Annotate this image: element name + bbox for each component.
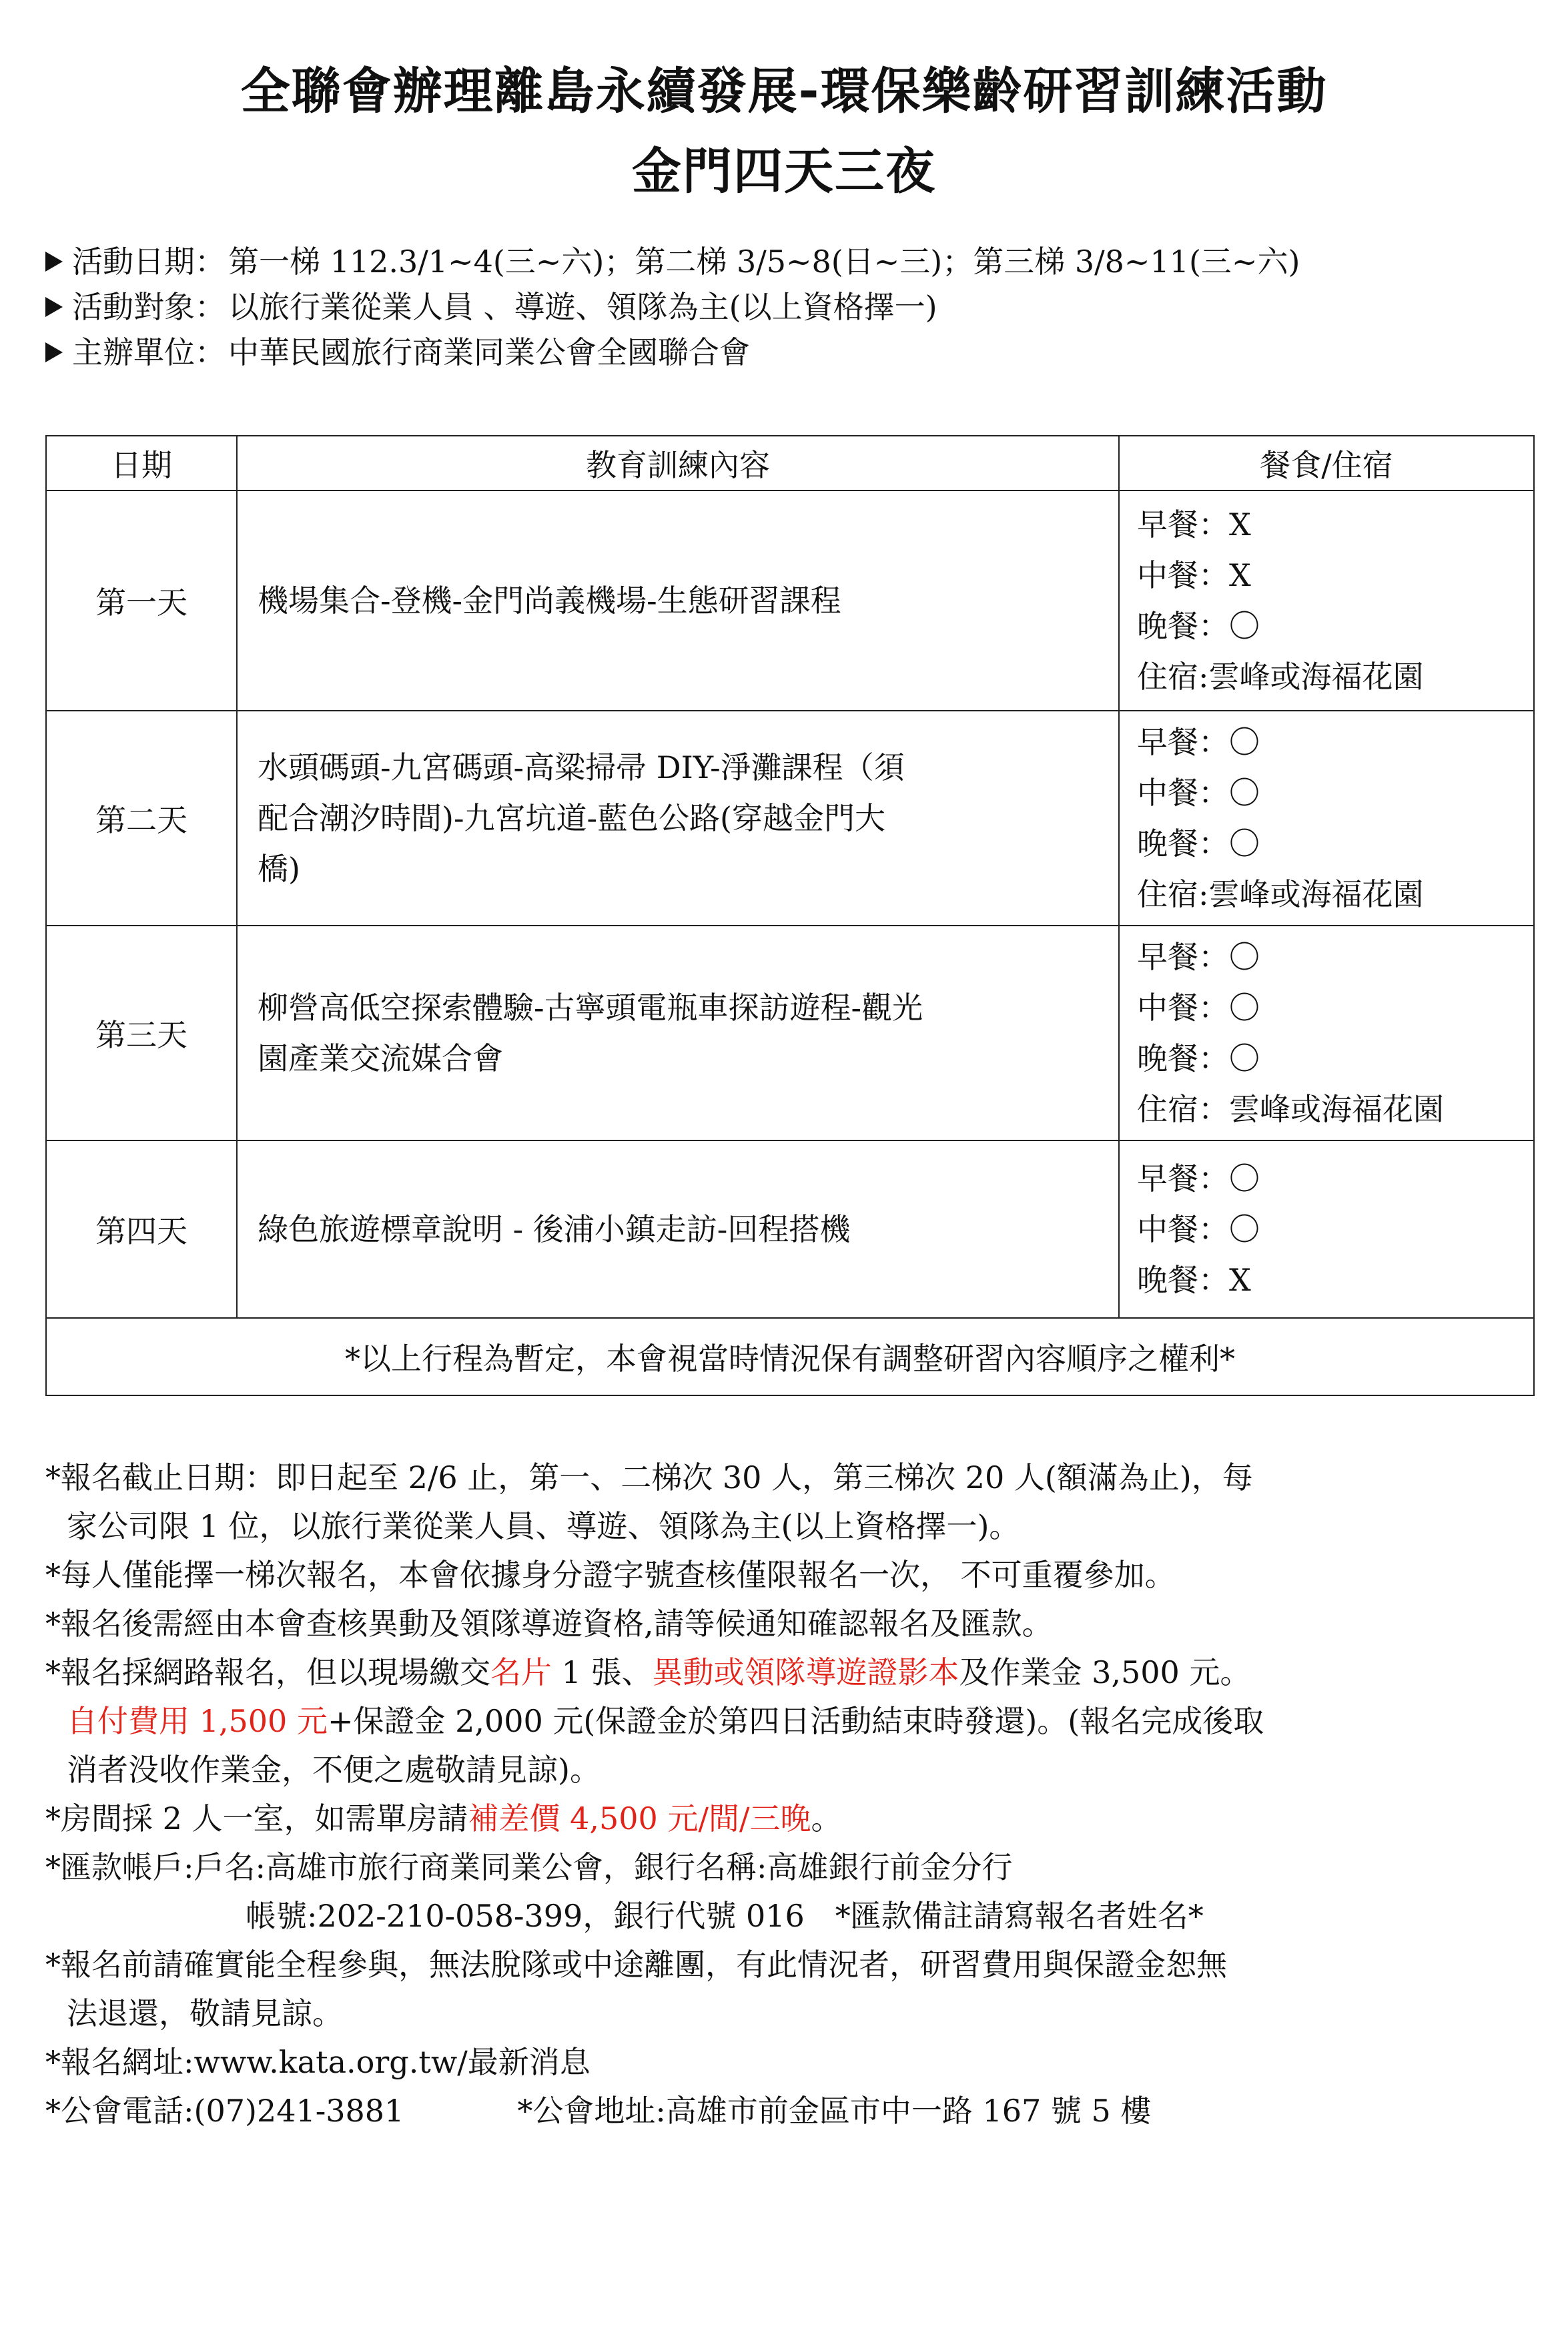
meal-line: 早餐：X <box>1137 507 1251 543</box>
table-header-row <box>46 436 1534 490</box>
note-text: *房間採 2 人一室，如需單房請 <box>45 1800 468 1836</box>
info-value: 第一梯 112.3/1~4(三~六)；第二梯 3/5~8(日~三)；第三梯 3/8~11(三~六) <box>228 244 1300 280</box>
highlight-text: 補差價 4,500 元/間/三晚 <box>468 1800 811 1836</box>
note-line: 家公司限 1 位，以旅行業從業人員、導遊、領隊為主(以上資格擇一)。 <box>67 1508 1020 1544</box>
meal-line: 中餐：〇 <box>1137 1211 1260 1247</box>
meals-cell <box>1119 926 1534 1140</box>
note-line: *報名前請確實能全程參與，無法脫隊或中途離團，有此情況者，研習費用與保證金恕無 <box>45 1947 1227 1983</box>
table-row <box>46 1140 1534 1318</box>
content-cell <box>237 490 1119 711</box>
info-item-target <box>45 284 1300 330</box>
content-cell <box>237 1140 1119 1318</box>
sub-title: 金門四天三夜 <box>632 143 936 200</box>
highlight-text: 異動或領隊導遊證影本 <box>652 1654 959 1690</box>
day-cell: 第三天 <box>46 926 237 1140</box>
meal-line: 晚餐：〇 <box>1137 1040 1260 1076</box>
lodging-line: 住宿：雲峰或海福花園 <box>1137 1091 1444 1127</box>
main-title: 全聯會辦理離島永續發展-環保樂齡研習訓練活動 <box>240 63 1328 120</box>
meal-line: 晚餐：〇 <box>1137 825 1260 862</box>
lodging-line: 住宿:雲峰或海福花園 <box>1137 876 1424 912</box>
phone-text: *公會電話:(07)241-3881 <box>45 2093 404 2129</box>
meal-line: 早餐：〇 <box>1137 724 1260 760</box>
meals-cell <box>1119 490 1534 711</box>
highlight-text: 名片 <box>490 1654 552 1690</box>
note-text: 。 <box>811 1800 842 1836</box>
note-line <box>45 1648 1540 1697</box>
day-cell: 第二天 <box>46 711 237 926</box>
meal-line: 中餐：〇 <box>1137 990 1260 1026</box>
content-cell <box>237 711 1119 926</box>
note-text: 1 張、 <box>552 1654 653 1690</box>
table-row <box>46 490 1534 711</box>
note-line <box>45 1794 1540 1843</box>
note-line <box>45 2087 1540 2135</box>
meal-line: 中餐：X <box>1137 557 1251 593</box>
meal-line: 中餐：〇 <box>1137 775 1260 811</box>
arrow-bullet-icon <box>45 342 63 362</box>
meals-cell <box>1119 1140 1534 1318</box>
note-line: 帳號:202-210-058-399，銀行代號 016 *匯款備註請寫報名者姓名* <box>246 1898 1204 1934</box>
content-line: 橋) <box>258 851 300 887</box>
header-content: 教育訓練內容 <box>237 436 1119 490</box>
table-row <box>46 926 1534 1140</box>
info-label: 活動日期： <box>72 244 226 280</box>
meal-line: 早餐：〇 <box>1137 1160 1260 1197</box>
note-line: 消者没收作業金，不便之處敬請見諒)。 <box>67 1752 601 1788</box>
note-line: *報名後需經由本會查核異動及領隊導遊資格,請等候通知確認報名及匯款。 <box>45 1606 1053 1642</box>
note-line: *匯款帳戶:戶名:高雄市旅行商業同業公會，銀行名稱:高雄銀行前金分行 <box>45 1849 1013 1885</box>
table-row <box>46 711 1534 926</box>
info-value: 中華民國旅行商業同業公會全國聯合會 <box>228 334 750 370</box>
address-text: *公會地址:高雄市前金區市中一路 167 號 5 樓 <box>517 2093 1152 2129</box>
content-line: 園產業交流媒合會 <box>258 1040 503 1076</box>
meal-line: 晚餐：〇 <box>1137 608 1260 644</box>
note-text: 及作業金 3,500 元。 <box>959 1654 1251 1690</box>
highlight-text: 自付費用 1,500 元 <box>67 1703 328 1739</box>
content-line: 機場集合-登機-金門尚義機場-生態研習課程 <box>258 583 841 619</box>
note-text: +保證金 2,000 元(保證金於第四日活動結束時發還)。(報名完成後取 <box>327 1703 1264 1739</box>
arrow-bullet-icon <box>45 297 63 317</box>
info-label: 活動對象： <box>72 289 226 325</box>
note-line: *每人僅能擇一梯次報名，本會依據身分證字號查核僅限報名一次， 不可重覆參加。 <box>45 1557 1176 1593</box>
header-meals: 餐食/住宿 <box>1119 436 1534 490</box>
content-line: 配合潮汐時間)-九宮坑道-藍色公路(穿越金門大 <box>258 800 885 836</box>
meal-line: 晚餐：X <box>1137 1262 1251 1298</box>
table-note-row <box>46 1318 1534 1395</box>
content-line: 水頭碼頭-九宮碼頭-高粱掃帚 DIY-淨灘課程（須 <box>258 749 905 785</box>
info-label: 主辦單位： <box>72 334 226 370</box>
note-line: 法退還，敬請見諒。 <box>67 1995 343 2031</box>
meal-line: 早餐：〇 <box>1137 939 1260 975</box>
content-line: 綠色旅遊標章說明 - 後浦小鎮走訪-回程搭機 <box>258 1211 851 1247</box>
note-line: *報名截止日期：即日起至 2/6 止，第一、二梯次 30 人，第三梯次 20 人(額滿為止)，每 <box>45 1459 1253 1495</box>
note-text: *報名採網路報名，但以現場繳交 <box>45 1654 490 1690</box>
content-cell <box>237 926 1119 1140</box>
lodging-line: 住宿:雲峰或海福花園 <box>1137 659 1424 695</box>
note-line: *報名網址:www.kata.org.tw/最新消息 <box>45 2044 591 2080</box>
registration-notes <box>45 1453 1540 2135</box>
schedule-note: *以上行程為暫定，本會視當時情況保有調整研習內容順序之權利* <box>46 1318 1534 1395</box>
day-cell: 第四天 <box>46 1140 237 1318</box>
header-date: 日期 <box>46 436 237 490</box>
arrow-bullet-icon <box>45 252 63 272</box>
content-line: 柳營高低空探索體驗-古寧頭電瓶車探訪遊程-觀光 <box>258 990 923 1026</box>
schedule-table <box>45 435 1535 1396</box>
info-item-date <box>45 239 1300 284</box>
day-cell: 第一天 <box>46 490 237 711</box>
info-list <box>45 239 1300 375</box>
note-line <box>45 1697 1540 1746</box>
info-item-organizer <box>45 330 1300 375</box>
info-value: 以旅行業從業人員 、導遊、領隊為主(以上資格擇一) <box>228 289 937 325</box>
meals-cell <box>1119 711 1534 926</box>
